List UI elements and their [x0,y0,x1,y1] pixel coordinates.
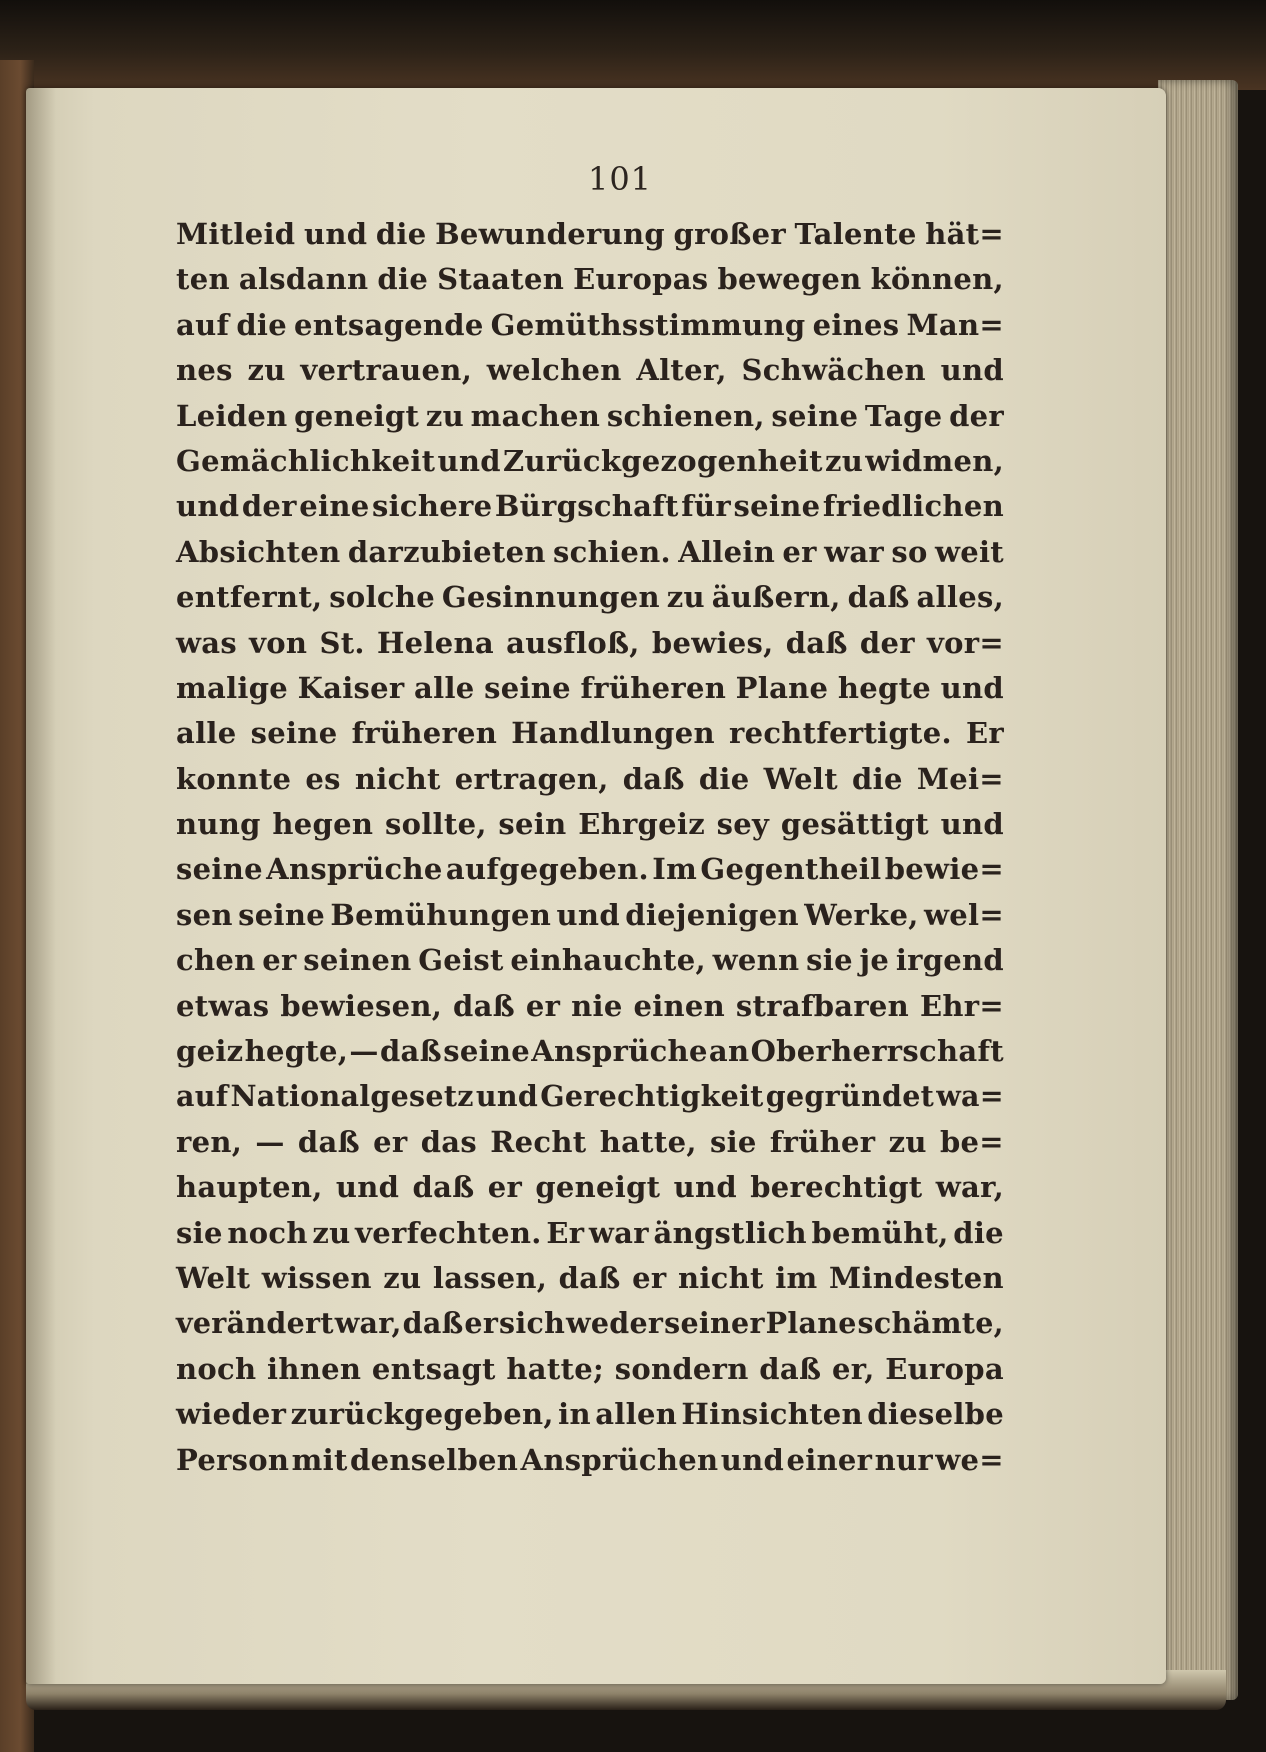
text-word: Bemühungen [330,897,552,932]
text-word: für [681,489,731,524]
text-word: Zurückgezogenheit [503,443,823,478]
text-word: die [236,307,287,342]
text-word: Gesinnungen [441,580,660,615]
text-line [176,1301,1004,1346]
text-word: können, [870,262,1004,297]
text-line [176,1029,1004,1074]
text-word: Handlungen [511,716,715,751]
text-line [176,394,1004,439]
text-word: im [775,1260,818,1295]
text-word: Alter, [636,353,727,388]
text-line [176,711,1004,756]
text-word: nicht [677,1260,764,1295]
text-word: entsagt [371,1351,496,1386]
text-word: Tage [864,398,943,433]
text-word: Werke, [804,897,919,932]
text-word: darzubieten [347,534,546,569]
text-word: Helena [376,625,494,660]
text-word: war, [334,1306,402,1341]
text-line [176,1211,1004,1256]
text-word: seine [250,716,338,751]
text-word: Geist [418,943,504,978]
text-word: wenn [712,943,800,978]
text-word: die [377,262,429,297]
text-word: alsdann [238,262,369,297]
text-word: wieder [176,1397,287,1432]
text-word: geneigt [294,398,420,433]
text-word: und [720,1442,785,1477]
text-word: nie [571,988,623,1023]
text-word: entsagende [294,307,484,342]
text-word: — [255,1124,285,1159]
text-word: Oberherrschaft [750,1034,1004,1069]
text-word: daß [759,1351,822,1386]
text-word: konnte [176,761,292,796]
text-word: gesättigt [780,807,929,842]
text-word: verfechten. [355,1215,542,1250]
text-word: daß [453,988,516,1023]
text-word: machen [470,398,601,433]
text-word: war, [935,1170,1004,1205]
text-word: und [437,443,501,478]
text-word: zu [666,580,705,615]
text-word: — [349,1034,379,1069]
text-word: bewiesen, [280,988,443,1023]
text-word: seine [176,852,263,887]
text-word: zu [312,1215,351,1250]
text-word: Bewunderung [435,217,665,251]
text-word: Staaten [437,262,565,297]
text-word: bewies, [651,625,774,660]
text-word: bewie= [884,852,1004,887]
text-word: das [420,1124,478,1159]
text-word: Er [966,716,1004,751]
text-word: in [558,1397,591,1432]
text-word: Ansprüche [266,852,443,887]
text-word: Ehr= [919,988,1004,1023]
text-line [176,802,1004,847]
text-word: Welt [176,1260,251,1295]
text-word: chen [176,943,256,978]
text-word: die [852,761,903,796]
text-word: vertrauen, [300,353,473,388]
text-word: weder [566,1306,664,1341]
text-word: widmen, [865,443,1004,478]
text-word: daß [379,1034,442,1069]
text-word: die [698,761,750,796]
text-word: er [782,534,817,569]
text-word: der [859,625,915,660]
text-word: Gemüthsstimmung [490,307,806,342]
text-word: daß [412,1170,475,1205]
text-word: bewegen [717,262,862,297]
text-word: friedlichen [822,489,1004,524]
text-word: er [632,1260,667,1295]
text-word: malige [176,670,289,705]
text-word: seiner [664,1306,765,1341]
text-word: Recht [490,1124,587,1159]
text-word: Hinsichten [681,1397,863,1432]
text-word: Man= [906,307,1004,342]
text-word: alle [414,670,475,705]
text-line [176,303,1004,348]
text-word: er, [831,1351,875,1386]
text-word: Mitleid [176,217,296,251]
text-word: seine [771,398,859,433]
text-word: daß [785,625,848,660]
text-word: mit [291,1442,348,1477]
text-word: allen [595,1397,678,1432]
text-word: Mei= [916,761,1004,796]
text-line [176,1165,1004,1210]
text-line [176,984,1004,1029]
text-word: noch [227,1215,308,1250]
text-line [176,212,1004,257]
text-word: der [241,489,297,524]
text-word: Person [176,1442,290,1477]
text-word: er [262,943,297,978]
text-word: es [305,761,341,796]
text-word: Im [652,852,698,887]
text-line [176,1392,1004,1437]
text-word: schienen, [606,398,765,433]
text-word: großer [673,217,786,251]
text-word: geneigt [535,1170,661,1205]
text-word: nur [874,1442,933,1477]
text-word: wissen [261,1260,372,1295]
text-word: seine [238,897,325,932]
text-word: früher [769,1124,876,1159]
text-word: hegen [272,807,374,842]
text-word: Ehrgeiz [578,807,705,842]
text-word: nes [176,353,233,388]
text-line [176,1438,1004,1483]
text-word: der [949,398,1004,433]
text-word: welchen [486,353,622,388]
text-line [176,1120,1004,1165]
text-word: was [176,625,237,660]
text-word: solche [329,580,435,615]
text-word: schämte, [857,1306,1004,1341]
text-word: und [335,1170,400,1205]
text-word: diejenigen [625,897,799,932]
text-word: schien. [553,534,671,569]
text-word: ertragen, [454,761,609,796]
text-word: Welt [763,761,838,796]
text-line [176,666,1004,711]
text-word: nung [176,807,261,842]
text-word: vor= [926,625,1004,660]
text-word: früheren [580,670,727,705]
text-line [176,575,1004,620]
text-word: hatte; [506,1351,605,1386]
text-word: einer [786,1442,873,1477]
text-word: alle [176,716,237,751]
text-word: auf [176,1079,229,1114]
text-word: weit [934,534,1004,569]
text-word: ihnen [267,1351,362,1386]
text-word: lassen, [432,1260,548,1295]
text-word: entfernt, [176,580,323,615]
text-word: haupten, [176,1170,323,1205]
text-word: sie [806,943,853,978]
text-word: zu [425,398,464,433]
text-line [176,938,1004,983]
text-word: ausfloß, [506,625,640,660]
text-word: Er [546,1215,585,1250]
text-word: aufgegeben. [445,852,649,887]
text-word: dieselbe [867,1397,1004,1432]
text-word: daß [558,1260,621,1295]
text-word: Europa [885,1351,1004,1386]
text-word: Gerechtigkeit [540,1079,764,1114]
text-word: wa= [936,1079,1004,1114]
text-word: noch [176,1351,257,1386]
text-line [176,484,1004,529]
text-word: Leiden [176,398,288,433]
text-word: irgend [895,943,1004,978]
gutter-shadow [26,88,56,1684]
text-word: Europas [573,262,709,297]
text-word: und [303,217,368,251]
text-line [176,757,1004,802]
text-word: daß [297,1124,360,1159]
text-word: Allein [678,534,776,569]
text-word: zu [247,353,286,388]
text-word: und [940,670,1004,705]
text-line [176,1256,1004,1301]
text-word: und [176,489,240,524]
text-word: seinen [303,943,412,978]
text-word: hatte, [599,1124,697,1159]
text-word: Ansprüche [531,1034,708,1069]
text-word: Gegentheil [700,852,882,887]
text-line [176,893,1004,938]
text-word: daß [622,761,685,796]
text-word: und [556,897,620,932]
text-word: früheren [351,716,498,751]
text-word: Talente [794,217,917,251]
text-word: Ansprüchen [520,1442,719,1477]
text-word: sey [716,807,770,842]
text-word: zu [383,1260,422,1295]
text-word: von [249,625,308,660]
text-word: auf [176,307,230,342]
text-word: rechtfertigte. [728,716,952,751]
text-word: ren, [176,1124,243,1159]
text-line [176,530,1004,575]
text-word: denselben [350,1442,519,1477]
text-word: sie [176,1215,223,1250]
text-word: und [673,1170,737,1205]
text-word: so [891,534,928,569]
page-number: 101 [587,160,653,198]
text-word: Schwächen [741,353,926,388]
text-line [176,1074,1004,1119]
text-word: einhauchte, [510,943,706,978]
text-word: war [588,1215,649,1250]
text-line [176,621,1004,666]
text-word: Gemächlichkeit [176,443,436,478]
text-word: sein [498,807,567,842]
text-line [176,1347,1004,1392]
text-word: daß [402,1306,464,1341]
text-word: eine [299,489,370,524]
text-word: bemüht, [811,1215,949,1250]
text-word: sondern [614,1351,749,1386]
text-word: Kaiser [297,670,405,705]
text-word: sen [176,897,233,932]
text-line [176,348,1004,393]
text-word: und [940,807,1004,842]
text-word: zurückgegeben, [290,1397,554,1432]
text-word: an [708,1034,750,1069]
text-word: Plane [735,670,829,705]
text-word: Bürgschaft [494,489,679,524]
text-line [176,257,1004,302]
text-word: sich [499,1306,566,1341]
text-word: daß [847,580,910,615]
text-word: we= [935,1442,1004,1477]
text-word: gegründet [765,1079,935,1114]
text-word: Absichten [176,534,341,569]
text-word: hegte, [244,1034,349,1069]
text-word: St. [319,625,365,660]
text-word: ängstlich [653,1215,807,1250]
body-text [176,212,1004,1483]
text-line [176,439,1004,484]
text-word: äußern, [711,580,841,615]
text-word: strafbaren [735,988,910,1023]
text-word: sollte, [384,807,487,842]
text-word: etwas [176,988,270,1023]
text-line [176,847,1004,892]
text-word: er [487,1170,523,1205]
text-word: Nationalgesetz [230,1079,474,1114]
book-cover-top [0,0,1266,90]
text-word: zu [824,443,864,478]
text-word: seine [733,489,821,524]
text-word: er [464,1306,499,1341]
text-word: hät= [925,217,1004,251]
text-word: zu [888,1124,927,1159]
text-word: und [940,353,1004,388]
text-word: einen [633,988,726,1023]
text-word: ten [176,262,230,297]
text-word: sie [709,1124,757,1159]
text-word: verändert [176,1306,334,1341]
text-word: sichere [371,489,493,524]
text-word: Mindesten [829,1260,1004,1295]
text-word: die [375,217,427,251]
text-word: eines [812,307,900,342]
text-word: er [525,988,561,1023]
text-word: seine [443,1034,531,1069]
text-word: Plane [765,1306,857,1341]
text-word: seine [484,670,571,705]
text-word: und [475,1079,539,1114]
text-word: er [373,1124,408,1159]
text-word: je [859,943,890,978]
text-word: die [953,1215,1004,1250]
text-word: war [824,534,885,569]
text-word: berechtigt [750,1170,923,1205]
text-word: alles, [916,580,1004,615]
text-word: be= [939,1124,1004,1159]
text-word: wel= [924,897,1004,932]
text-word: nicht [354,761,441,796]
page-edges-stack [1158,80,1238,1700]
text-word: hegte [837,670,932,705]
text-word: geiz [176,1034,244,1069]
